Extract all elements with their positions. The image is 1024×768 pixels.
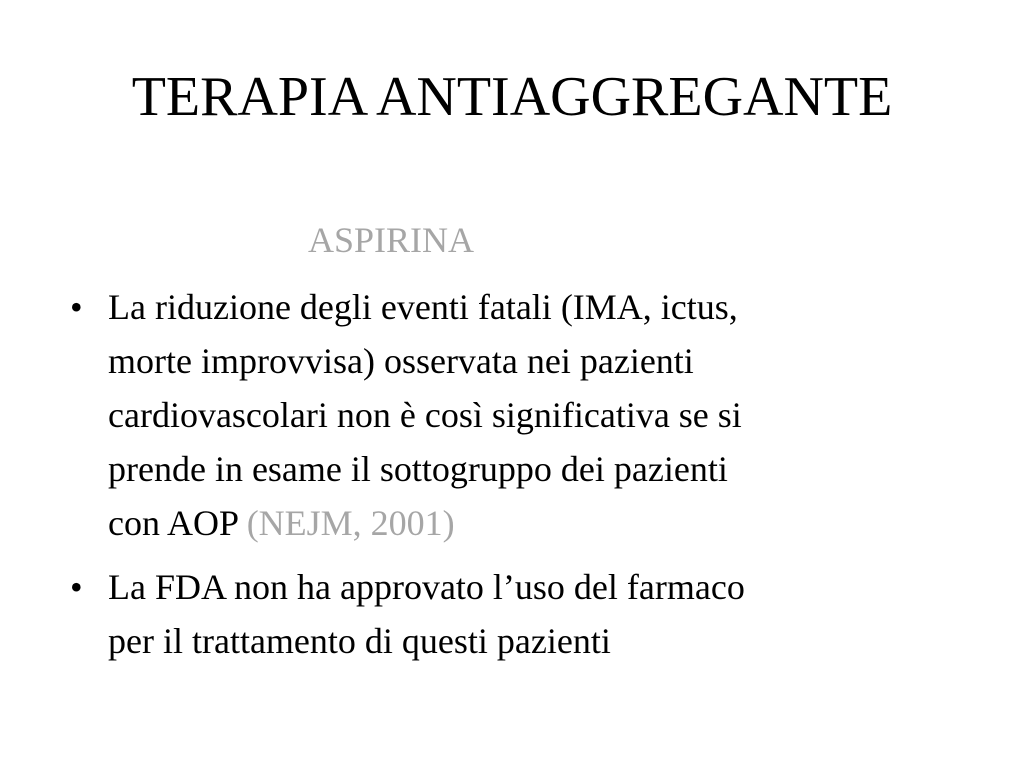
bullet-list [70,280,970,678]
bullet-line: La FDA non ha approvato l’uso del farmaco [108,567,745,607]
bullet-marker: • [70,567,83,607]
bullet-line: morte improvvisa) osservata nei pazienti [108,341,694,381]
bullet-item [70,560,970,668]
bullet-item [70,280,970,550]
bullet-line: per il trattamento di questi pazienti [108,621,611,661]
bullet-line: La riduzione degli eventi fatali (IMA, ictus, [108,287,738,327]
bullet-line: con AOP [108,503,238,543]
bullet-line: cardiovascolari non è così significativa se si [108,395,742,435]
bullet-line: prende in esame il sottogruppo dei pazienti [108,449,728,489]
bullet-marker: • [70,287,83,327]
citation: (NEJM, 2001) [246,503,455,543]
slide-subtitle: ASPIRINA [308,220,475,260]
slide-title: TERAPIA ANTIAGGREGANTE [131,66,893,128]
